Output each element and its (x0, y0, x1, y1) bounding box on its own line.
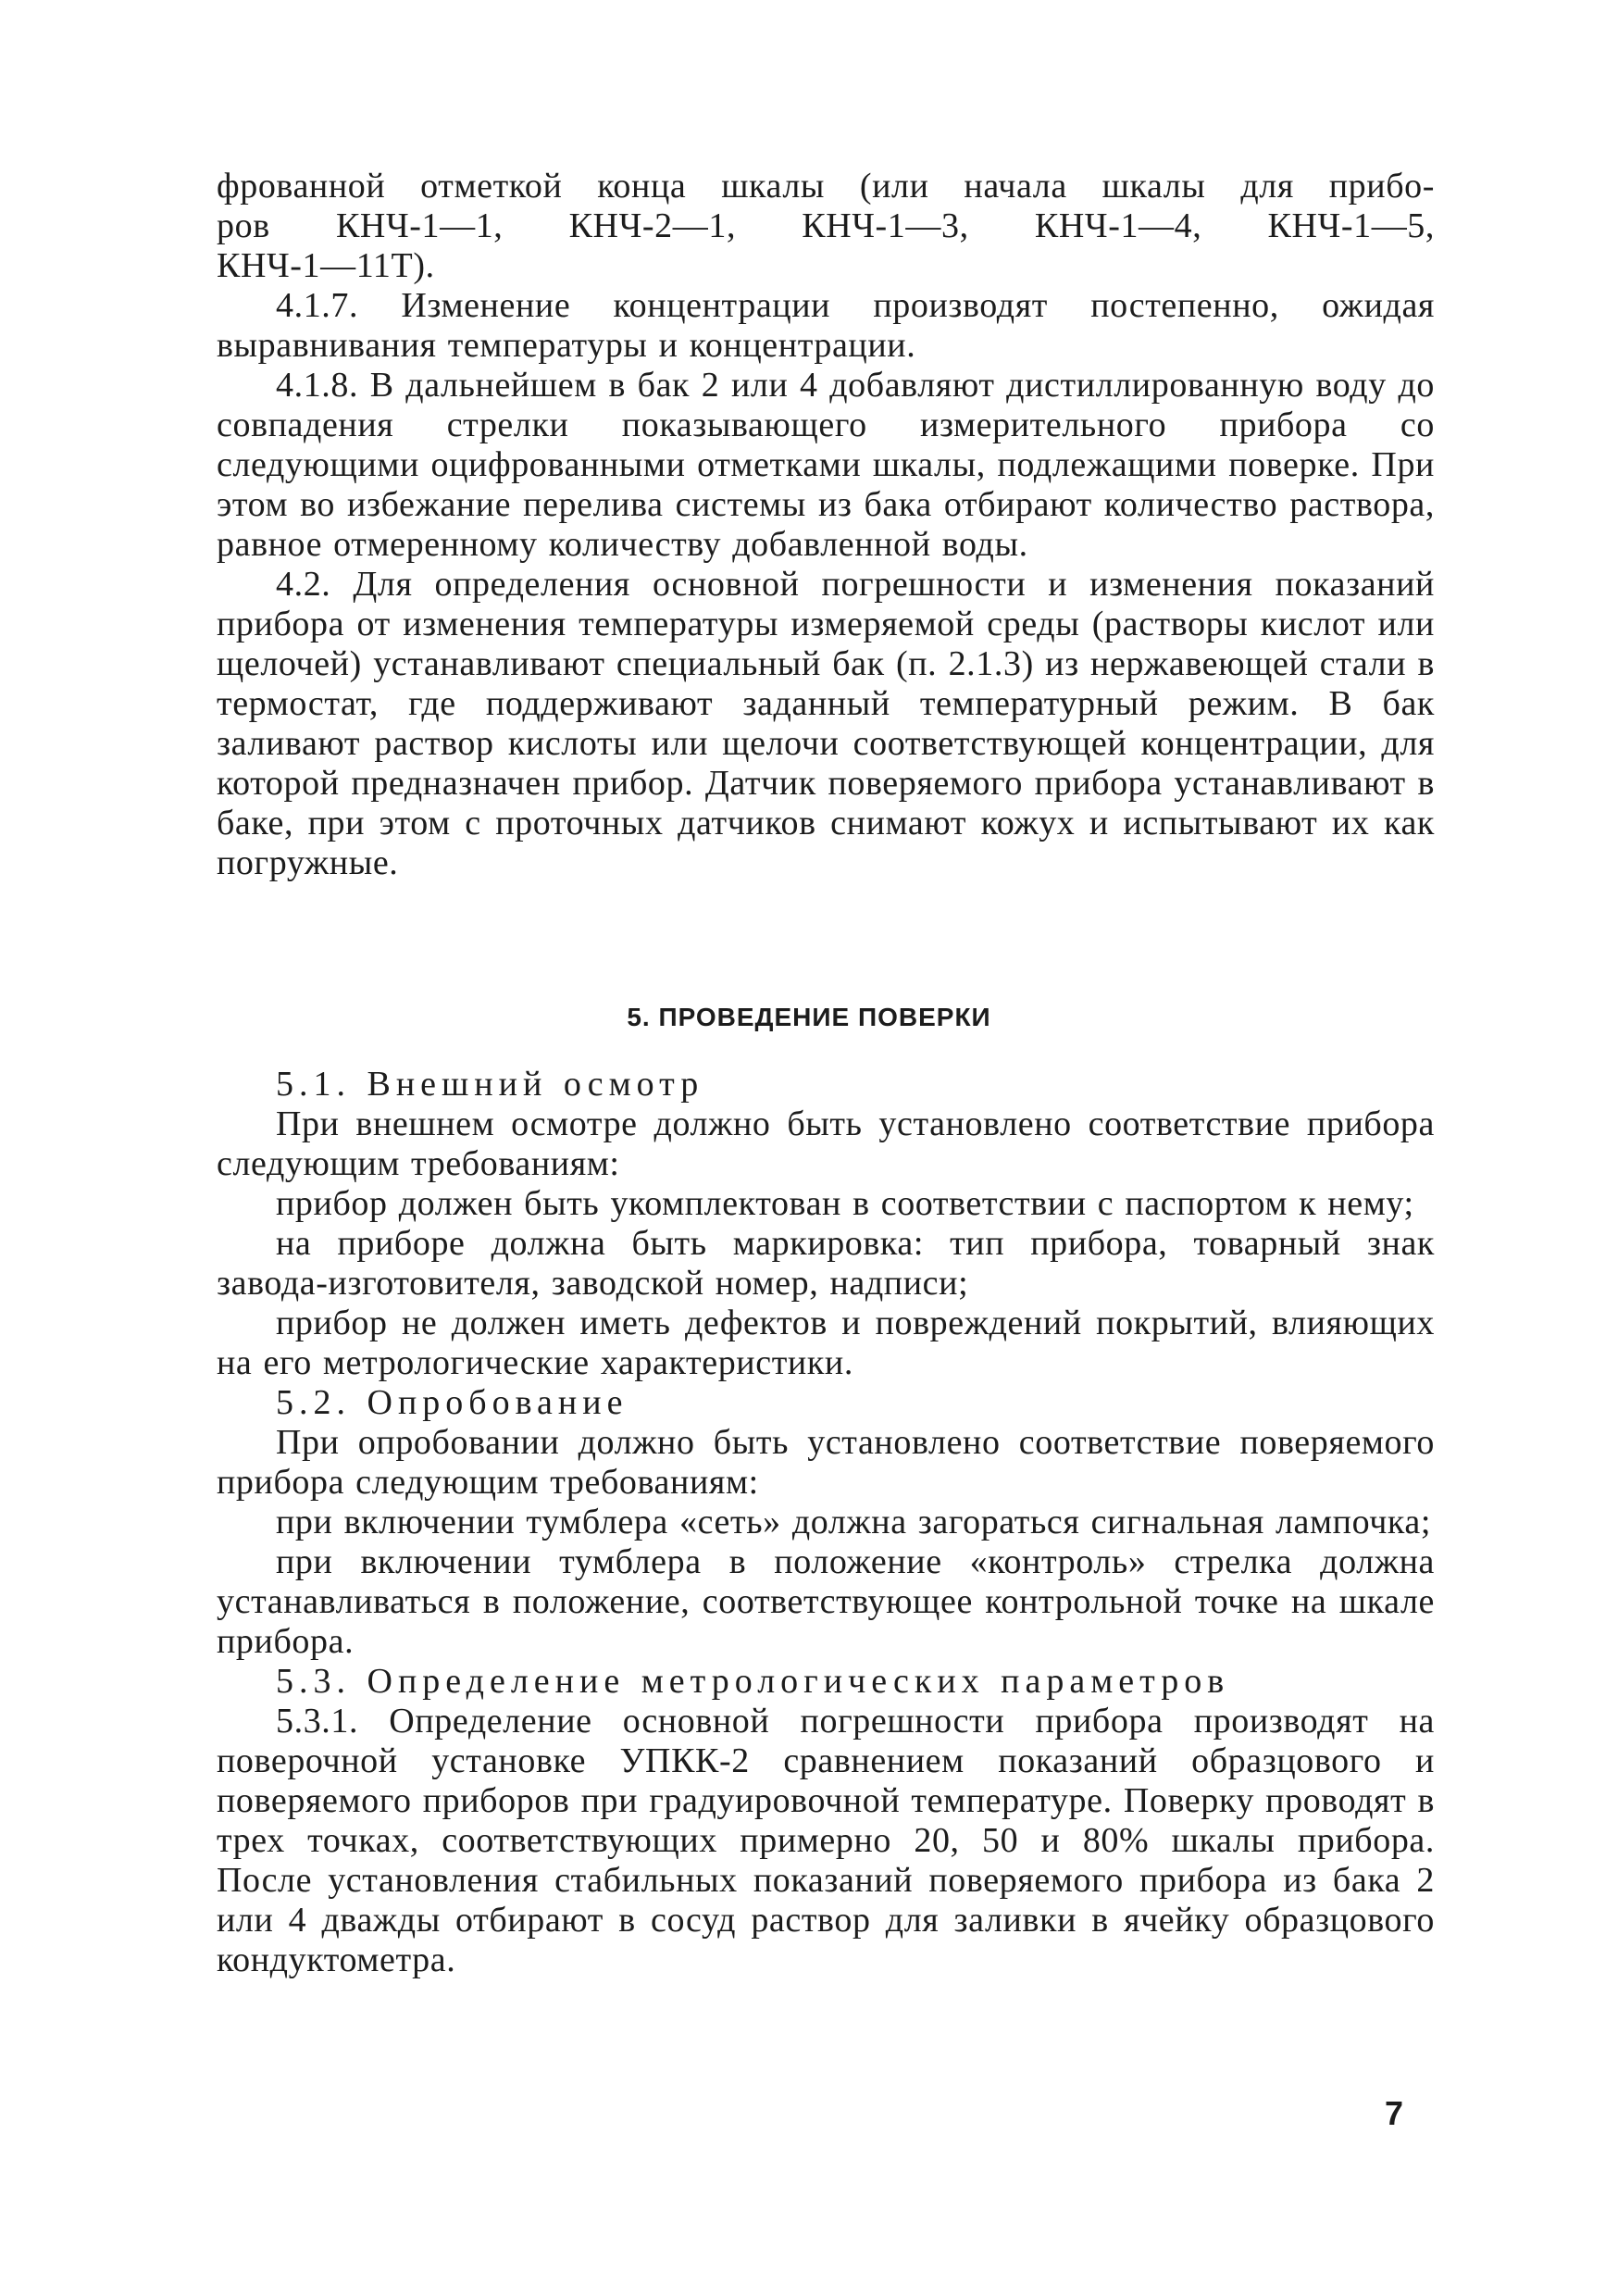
text-line: ров КНЧ-1—1, КНЧ-2—1, КНЧ-1—3, КНЧ-1—4, КНЧ-1—5, (217, 206, 1435, 245)
subsection-title-5-3: 5.3. Определение метрологических параметров (276, 1662, 1230, 1701)
bottom-text-block (217, 1065, 1435, 1980)
paragraph-4-2: 4.2. Для определения основной погрешности и изменения показаний прибора от изменения температуры измеряемой среды (растворы кислот или щелочей) устанавливают специальный бак (п. 2.1.3) из нержавеющей стали в термостат, где поддерживают заданный температурный режим. В бак заливают раствор кислоты или щелочи соответствующей концентрации, для которой предназначен прибор. Датчик поверяемого прибора устанавливают в баке, при этом с проточных датчиков снимают кожух и испытывают их как погружные. (217, 565, 1435, 882)
paragraph-5-3-1: 5.3.1. Определение основной погрешности прибора производят на поверочной установке УПКК-2 сравнением показаний образцового и поверяемого приборов при градуировочной температуре. Поверку проводят в трех точках, соответствующих примерно 20, 50 и 80% шкалы прибора. После установления стабильных показаний поверяемого прибора из бака 2 или 4 дважды отбирают в сосуд раствор для заливки в ячейку образцового кондуктометра. (217, 1702, 1435, 1979)
subsection-title-5-2: 5.2. Опробование (276, 1383, 629, 1422)
subsection-title-5-1: 5.1. Внешний осмотр (276, 1065, 704, 1104)
text-line: фрованной отметкой конца шкалы (или начала шкалы для прибо- (217, 167, 1435, 206)
list-item: прибор должен быть укомплектован в соответствии с паспортом к нему; (276, 1184, 1414, 1223)
list-item: на приборе должна быть маркировка: тип прибора, товарный знак завода-изготовителя, заводской номер, надписи; (217, 1224, 1435, 1303)
paragraph-continuation (217, 167, 1435, 286)
paragraph-5-1-intro: При внешнем осмотре должно быть установлено соответствие прибора следующим требованиям: (217, 1104, 1435, 1183)
section-heading: 5. ПРОВЕДЕНИЕ ПОВЕРКИ (627, 1003, 991, 1031)
list-item: при включении тумблера в положение «контроль» стрелка должна устанавливаться в положение, соответствующее контрольной точке на шкале прибора. (217, 1542, 1435, 1661)
top-text-block (217, 167, 1435, 883)
paragraph-4-1-8: 4.1.8. В дальнейшем в бак 2 или 4 добавляют дистиллированную воду до совпадения стрелки показывающего измерительного прибора со следующими оцифрованными отметками шкалы, подлежащими поверке. При этом во избежание перелива системы из бака отбирают количество раствора, равное отмеренному количеству добавленной воды. (217, 366, 1435, 564)
text-line: КНЧ-1—11Т). (217, 246, 435, 285)
page-number: 7 (1385, 2094, 1404, 2132)
list-item: прибор не должен иметь дефектов и повреждений покрытий, влияющих на его метрологические характеристики. (217, 1304, 1435, 1382)
paragraph-4-1-7: 4.1.7. Изменение концентрации производят постепенно, ожидая выравнивания температуры и концентрации. (217, 286, 1435, 365)
list-item: при включении тумблера «сеть» должна загораться сигнальная лампочка; (276, 1503, 1432, 1541)
paragraph-5-2-intro: При опробовании должно быть установлено соответствие поверяемого прибора следующим требованиям: (217, 1423, 1435, 1502)
